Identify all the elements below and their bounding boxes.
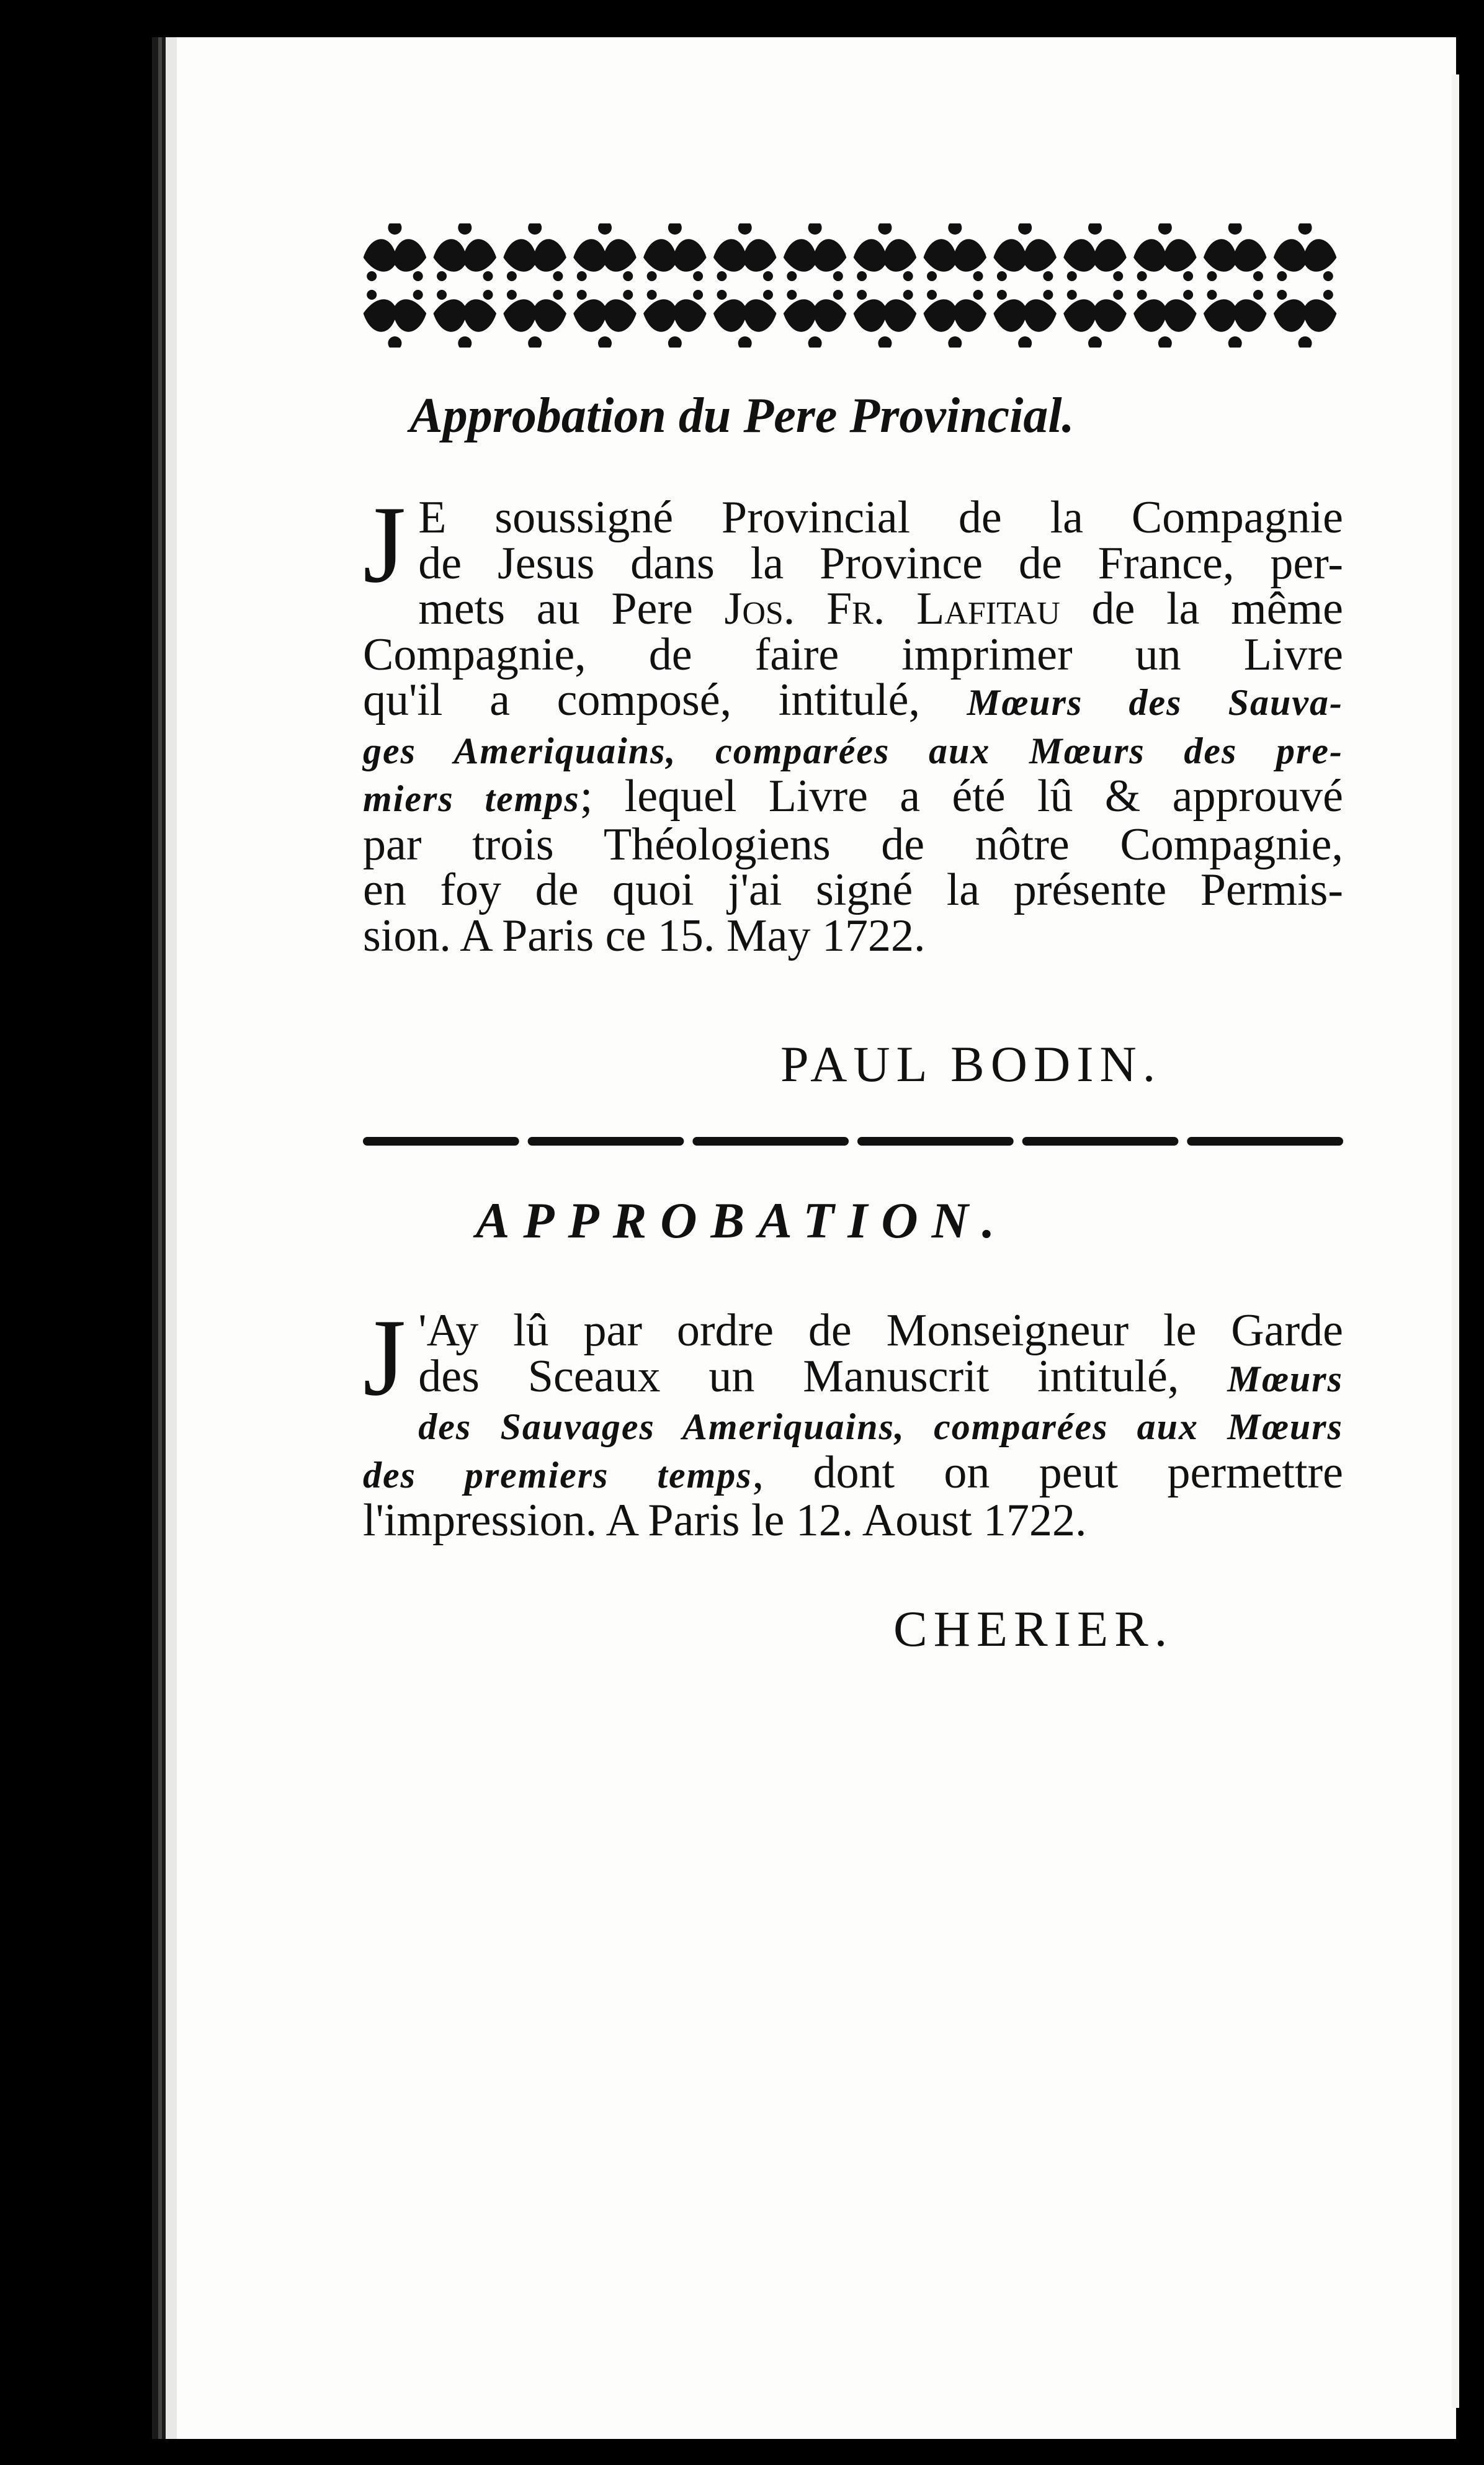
- text-line: [363, 1495, 1343, 1546]
- signature-cherier: CHERIER.: [893, 1601, 1174, 1657]
- fleuron-icon: [1063, 290, 1127, 348]
- text-line: [363, 1447, 1344, 1499]
- text-run: qu'il a composé, intitulé,: [363, 675, 967, 725]
- fleuron-icon: [713, 223, 777, 281]
- text-run: de la même: [1060, 583, 1343, 634]
- text-line: [363, 583, 1343, 634]
- text-line: [363, 771, 1343, 822]
- text-line: [363, 1305, 1343, 1356]
- fleuron-icon: [784, 223, 847, 281]
- text-run: miers temps: [363, 778, 580, 819]
- text-line: [363, 864, 1343, 915]
- fleuron-band-icon: [360, 223, 1340, 348]
- fleuron-icon: [503, 290, 566, 348]
- fleuron-icon: [1063, 223, 1127, 281]
- fleuron-icon: [1133, 290, 1197, 348]
- fleuron-icon: [784, 290, 847, 348]
- text-run: ges Ameriquains, comparées aux Mœurs des pre-: [363, 730, 1343, 771]
- approbation-provincial-text: [363, 483, 1343, 961]
- text-run: en foy de quoi j'ai signé la présente Permis-: [363, 864, 1343, 915]
- text-line: [363, 1350, 1343, 1403]
- fleuron-icon: [573, 223, 637, 281]
- fleuron-icon: [924, 290, 987, 348]
- text-line: [363, 537, 1343, 589]
- fleuron-icon: [643, 290, 707, 348]
- fleuron-icon: [854, 223, 917, 281]
- text-run: mets au Pere: [418, 583, 725, 634]
- broken-rule-icon: [363, 1133, 1343, 1149]
- fleuron-icon: [993, 290, 1057, 348]
- text-run: de Jesus dans la Province de France, per-: [418, 537, 1343, 589]
- text-run: Jos. Fr. Lafitau: [724, 583, 1060, 634]
- text-line: [363, 910, 1343, 961]
- text-line: [363, 819, 1343, 870]
- drop-cap: J: [363, 1296, 406, 1419]
- approbation-heading: APPROBATION.: [475, 1192, 1009, 1249]
- fleuron-icon: [434, 223, 497, 281]
- text-run: , dont on peut permettre: [752, 1447, 1344, 1498]
- text-line: [363, 675, 1343, 726]
- text-run: Mœurs: [1227, 1358, 1343, 1399]
- fleuron-icon: [1133, 223, 1197, 281]
- approbation-text: [363, 1296, 1344, 1546]
- fleuron-icon: [364, 223, 427, 281]
- text-run: des Sauvages Ameriquains, comparées aux Mœurs: [418, 1406, 1343, 1447]
- fleuron-icon: [434, 290, 497, 348]
- rule-segment: [1022, 1137, 1179, 1146]
- text-run: l'impression. A Paris le 12. Aoust 1722.: [363, 1495, 1087, 1546]
- fleuron-icon: [924, 223, 987, 281]
- text-run: sion. A Paris ce 15. May 1722.: [363, 910, 926, 961]
- fleuron-icon: [854, 290, 917, 348]
- text-run: Compagnie, de faire imprimer un Livre: [363, 629, 1343, 680]
- rule-segment: [692, 1137, 849, 1146]
- fleuron-icon: [1204, 290, 1267, 348]
- signature-paul-bodin: PAUL BODIN.: [780, 1036, 1162, 1092]
- rule-segment: [528, 1137, 684, 1146]
- text-run: des Sceaux un Manuscrit intitulé,: [418, 1350, 1228, 1402]
- fleuron-icon: [1274, 223, 1337, 281]
- fleuron-icon: [1204, 223, 1267, 281]
- text-line: [363, 726, 1343, 775]
- text-run: 'Ay lû par ordre de Monseigneur le Garde: [418, 1305, 1343, 1356]
- text-run: Mœurs des Sauva-: [967, 682, 1343, 723]
- rule-segment: [1187, 1137, 1343, 1146]
- text-line: [363, 629, 1343, 680]
- text-run: par trois Théologiens de nôtre Compagnie,: [363, 819, 1343, 870]
- fleuron-icon: [713, 290, 777, 348]
- text-run: ; lequel Livre a été lû & approuvé: [579, 771, 1343, 822]
- text-run: E soussigné Provincial de la Compagnie: [418, 492, 1343, 543]
- fleuron-icon: [1274, 290, 1337, 348]
- rule-segment: [363, 1137, 519, 1146]
- fleuron-icon: [643, 223, 707, 281]
- fleuron-icon: [993, 223, 1057, 281]
- rule-segment: [857, 1137, 1014, 1146]
- text-line: [363, 492, 1343, 543]
- drop-cap: J: [363, 483, 406, 606]
- fleuron-icon: [503, 223, 566, 281]
- fleuron-icon: [364, 290, 427, 348]
- fleuron-icon: [573, 290, 637, 348]
- text-run: des premiers temps: [363, 1454, 753, 1496]
- approbation-provincial-heading: Approbation du Pere Provincial.: [409, 388, 1075, 443]
- text-line: [363, 1402, 1343, 1450]
